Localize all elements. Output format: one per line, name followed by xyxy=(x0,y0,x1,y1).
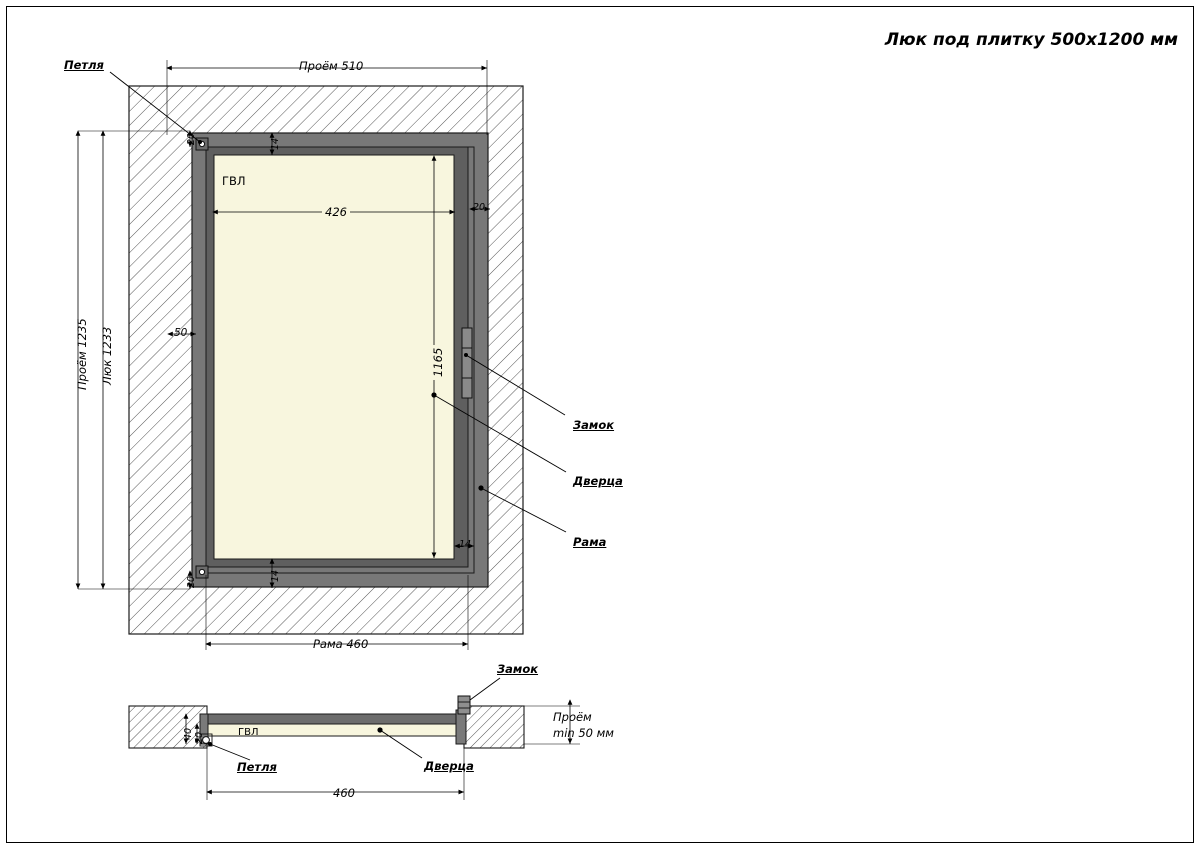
dim-section-width-text: 460 xyxy=(333,786,355,800)
dim-frame-width-text: Рама 460 xyxy=(313,637,369,651)
label-gvl-front: ГВЛ xyxy=(222,174,246,188)
dim-section-opening-note-line1: Проём xyxy=(553,710,592,724)
dim-left-20-bottom-text: 20 xyxy=(186,575,197,588)
dim-gap-bottom-text: 14 xyxy=(270,569,281,582)
dim-inner-height-text: 1165 xyxy=(431,345,445,380)
dim-left-50-text: 50 xyxy=(174,327,188,339)
dim-inner-width-text: 426 xyxy=(322,205,350,219)
leader-hinge-section xyxy=(208,742,250,760)
dim-opening-height-text: Проём 1235 xyxy=(75,318,89,390)
dim-section-depth-20-text: 20 xyxy=(194,731,205,744)
dim-hatch-height-text: Люк 1233 xyxy=(100,326,114,385)
dim-section-opening-note-line2: min 50 мм xyxy=(553,726,614,740)
lock-front xyxy=(462,328,472,398)
label-gvl-section: ГВЛ xyxy=(238,727,259,738)
label-hinge-front: Петля xyxy=(64,58,104,72)
dim-gap-right-text: 14 xyxy=(459,539,472,550)
label-lock-section: Замок xyxy=(497,662,539,676)
label-door-section: Дверца xyxy=(424,759,474,773)
label-hinge-section: Петля xyxy=(237,760,277,774)
dim-gap-top-text: 14 xyxy=(270,137,281,150)
label-door-front: Дверца xyxy=(573,474,623,488)
label-frame-front: Рама xyxy=(573,535,607,549)
page-title: Люк под плитку 500x1200 мм xyxy=(884,30,1178,50)
dim-opening-width-text: Проём 510 xyxy=(299,59,364,73)
dim-right-20-text: 20 xyxy=(473,202,486,213)
dim-left-20-top-text: 20 xyxy=(186,132,197,145)
label-lock-front: Замок xyxy=(573,418,615,432)
dim-section-depth-40-text: 40 xyxy=(183,727,194,740)
